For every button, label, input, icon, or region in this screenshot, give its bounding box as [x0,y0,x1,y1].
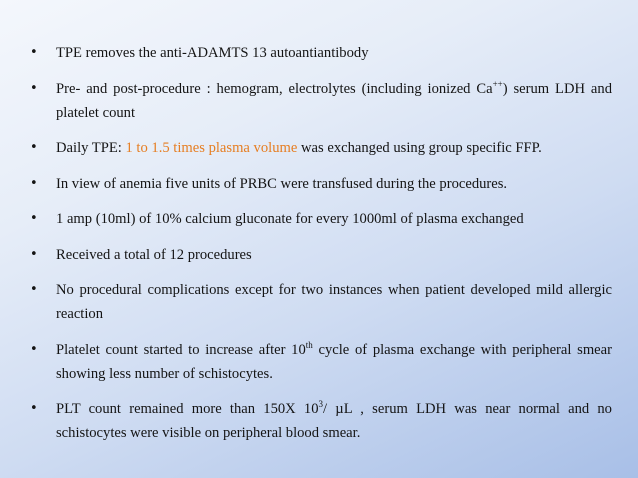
superscript: th [305,339,313,350]
bullet-text-before: Platelet count started to increase after 10 [56,341,306,358]
bullet-text-before: PLT count remained more than 150X 10 [56,401,319,417]
bullet-item-tpe-removes [30,41,612,65]
bullet-text-after: cycle of plasma exchange with peripheral smear showing less number of schistocytes. [56,341,612,382]
bullet-item-calcium-gluconate [30,207,612,231]
bullet-text: No procedural complications except for two instances when patient developed mild allergic reaction [56,282,612,322]
bullet-icon: • [30,140,38,155]
bullet-text: 1 amp (10ml) of 10% calcium gluconate for every 1000ml of plasma exchanged [56,211,524,227]
superscript: ++ [492,78,503,89]
bullet-icon: • [30,211,38,226]
bullet-item-complications [30,278,612,326]
highlighted-text: 1 to 1.5 times plasma volume [125,140,298,156]
bullet-icon: • [30,401,38,416]
bullet-text-after: was exchanged using group specific FFP. [297,140,542,156]
bullet-icon: • [30,80,38,96]
bullet-icon: • [30,282,38,297]
bullet-icon: • [30,341,38,357]
bullet-text-after: ) serum LDH and platelet count [56,80,612,121]
bullet-item-prbc-transfused [30,172,612,196]
bullet-icon: • [30,246,38,262]
bullet-item-plt-count-remained [30,397,612,445]
bullet-text-before: Daily TPE: [56,140,126,156]
bullet-item-platelet-count-increase [30,338,612,386]
bullet-item-total-procedures [30,243,612,267]
bullet-list [30,41,612,457]
bullet-text-after: / µL , serum LDH was near normal and no schistocytes were visible on peripheral blood smear. [56,401,612,441]
bullet-item-pre-post-procedure [30,77,612,125]
bullet-text: Received a total of 12 procedures [56,246,252,263]
bullet-text: In view of anemia five units of PRBC were transfused during the procedures. [56,175,508,192]
bullet-icon: • [30,45,38,60]
bullet-text: TPE removes the anti-ADAMTS 13 autoantiantibody [56,45,369,61]
bullet-text-before: Pre- and post-procedure : hemogram, electrolytes (including ionized Ca [56,80,493,97]
bullet-icon: • [30,175,38,191]
bullet-item-daily-tpe [30,136,612,160]
superscript: 3 [318,399,324,410]
